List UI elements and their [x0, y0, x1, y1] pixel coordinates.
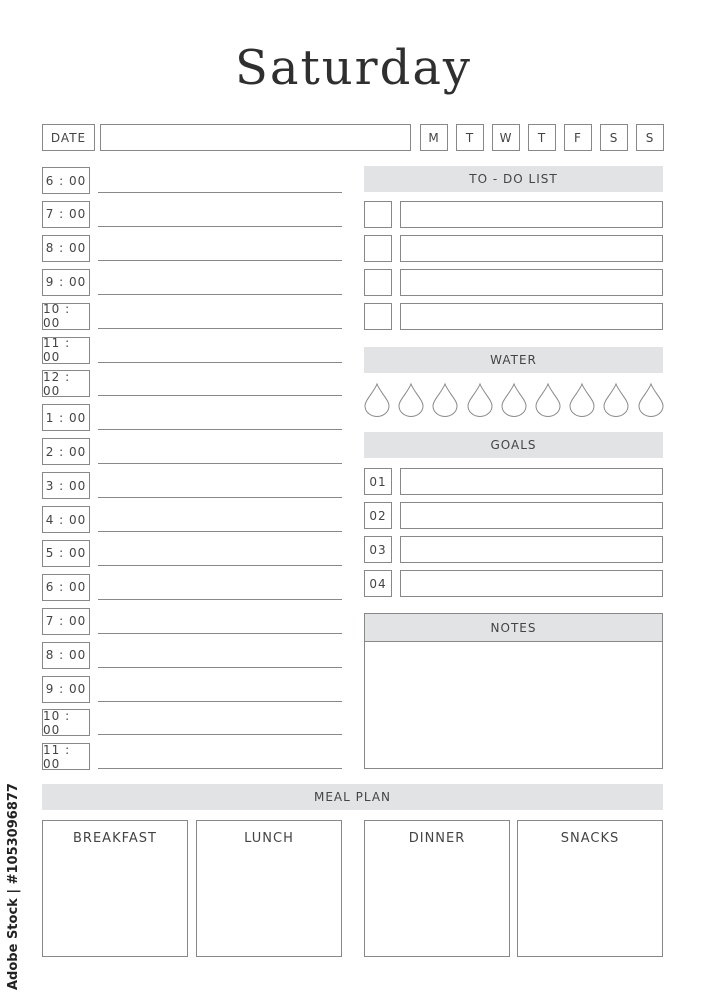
goal-number: 04: [364, 570, 392, 597]
time-label: 11 : 00: [42, 743, 90, 770]
time-label: 7 : 00: [42, 608, 90, 635]
water-drop-icon[interactable]: [364, 383, 390, 417]
day-box[interactable]: W: [492, 124, 520, 151]
time-label: 12 : 00: [42, 370, 90, 397]
todo-field[interactable]: [400, 303, 663, 330]
schedule-line[interactable]: [98, 395, 342, 396]
time-label: 2 : 00: [42, 438, 90, 465]
schedule-line[interactable]: [98, 734, 342, 735]
time-label: 8 : 00: [42, 235, 90, 262]
date-label: DATE: [42, 124, 95, 151]
schedule-line[interactable]: [98, 463, 342, 464]
schedule-line[interactable]: [98, 328, 342, 329]
water-drop-icon[interactable]: [432, 383, 458, 417]
water-drop-icon[interactable]: [501, 383, 527, 417]
time-label: 11 : 00: [42, 337, 90, 364]
meal-title: SNACKS: [560, 831, 620, 846]
goal-field[interactable]: [400, 502, 663, 529]
goal-number: 03: [364, 536, 392, 563]
water-drop-icon[interactable]: [398, 383, 424, 417]
todo-header: TO - DO LIST: [364, 166, 663, 192]
schedule-line[interactable]: [98, 362, 342, 363]
meal-box[interactable]: [42, 820, 188, 957]
day-box[interactable]: S: [600, 124, 628, 151]
schedule-line[interactable]: [98, 294, 342, 295]
water-drop-icon[interactable]: [603, 383, 629, 417]
schedule-line[interactable]: [98, 633, 342, 634]
schedule-line[interactable]: [98, 667, 342, 668]
time-label: 8 : 00: [42, 642, 90, 669]
time-label: 1 : 00: [42, 404, 90, 431]
meal-title: BREAKFAST: [73, 831, 157, 846]
time-label: 9 : 00: [42, 676, 90, 703]
schedule-line[interactable]: [98, 599, 342, 600]
schedule-line[interactable]: [98, 497, 342, 498]
todo-field[interactable]: [400, 269, 663, 296]
day-box[interactable]: T: [528, 124, 556, 151]
todo-checkbox[interactable]: [364, 201, 392, 228]
schedule-line[interactable]: [98, 429, 342, 430]
goal-field[interactable]: [400, 536, 663, 563]
goal-number: 01: [364, 468, 392, 495]
date-field[interactable]: [100, 124, 411, 151]
todo-field[interactable]: [400, 235, 663, 262]
water-drop-icon[interactable]: [569, 383, 595, 417]
meal-box[interactable]: [364, 820, 510, 957]
schedule-line[interactable]: [98, 701, 342, 702]
goal-number: 02: [364, 502, 392, 529]
day-box[interactable]: S: [636, 124, 664, 151]
schedule-line[interactable]: [98, 226, 342, 227]
watermark: Adobe Stock | #1053096877: [6, 783, 21, 990]
schedule-line[interactable]: [98, 565, 342, 566]
todo-checkbox[interactable]: [364, 269, 392, 296]
time-label: 9 : 00: [42, 269, 90, 296]
day-box[interactable]: F: [564, 124, 592, 151]
time-label: 10 : 00: [42, 303, 90, 330]
meal-title: DINNER: [408, 831, 466, 846]
notes-header: NOTES: [365, 614, 662, 642]
time-label: 6 : 00: [42, 574, 90, 601]
time-label: 6 : 00: [42, 167, 90, 194]
time-label: 3 : 00: [42, 472, 90, 499]
goal-field[interactable]: [400, 570, 663, 597]
time-label: 7 : 00: [42, 201, 90, 228]
page-title: Saturday: [234, 40, 473, 96]
time-label: 5 : 00: [42, 540, 90, 567]
meal-title: LUNCH: [244, 831, 294, 846]
schedule-line[interactable]: [98, 192, 342, 193]
day-box[interactable]: T: [456, 124, 484, 151]
meal-box[interactable]: [196, 820, 342, 957]
water-header: WATER: [364, 347, 663, 373]
goals-header: GOALS: [364, 432, 663, 458]
todo-checkbox[interactable]: [364, 235, 392, 262]
water-drop-icon[interactable]: [638, 383, 664, 417]
goal-field[interactable]: [400, 468, 663, 495]
meal-plan-header: MEAL PLAN: [42, 784, 663, 810]
schedule-line[interactable]: [98, 768, 342, 769]
todo-field[interactable]: [400, 201, 663, 228]
water-drop-icon[interactable]: [467, 383, 493, 417]
day-box[interactable]: M: [420, 124, 448, 151]
meal-box[interactable]: [517, 820, 663, 957]
time-label: 4 : 00: [42, 506, 90, 533]
notes-box[interactable]: [364, 613, 663, 769]
time-label: 10 : 00: [42, 709, 90, 736]
todo-checkbox[interactable]: [364, 303, 392, 330]
schedule-line[interactable]: [98, 260, 342, 261]
schedule-line[interactable]: [98, 531, 342, 532]
water-drop-icon[interactable]: [535, 383, 561, 417]
